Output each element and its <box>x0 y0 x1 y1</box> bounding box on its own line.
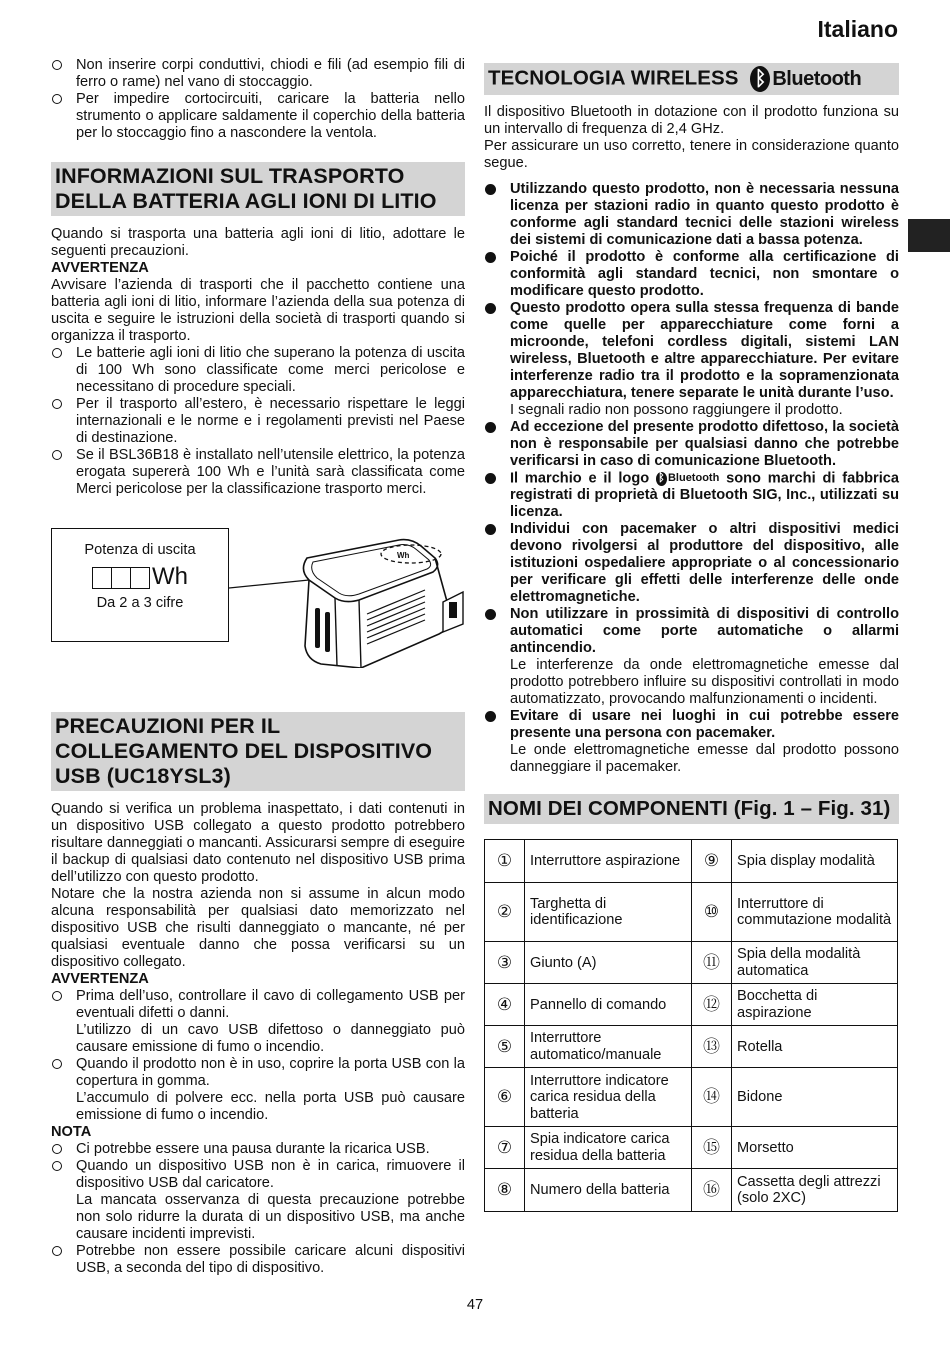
left-column <box>51 57 465 1277</box>
part-number: ⑨ <box>692 840 732 883</box>
part-name: Interruttore di commutazione modalità <box>732 883 898 942</box>
wireless-bullet-main: Poiché il prodotto è conforme alla certificazione di conformità agli standard tecnici, non smontare o modificare questo prodotto. <box>510 249 899 299</box>
wireless-intro-2: Per assicurare un uso corretto, tenere in considerazione quanto segue. <box>484 138 899 171</box>
page-number: 47 <box>466 1297 484 1313</box>
transport-bullet: Per il trasporto all’estero, è necessario rispettare le leggi internazionali e le norme e i regolamenti previsti nel Paese di destinazione. <box>51 396 465 447</box>
wireless-heading-text: TECNOLOGIA WIRELESS <box>488 66 739 90</box>
watt-hour-unit: Wh <box>152 563 188 590</box>
part-number: ⑦ <box>485 1127 525 1169</box>
transport-bullet: Le batterie agli ioni di litio che superano la potenza di uscita di 100 Wh sono classificate come merci pericolose e necessitano di procedure speciali. <box>51 345 465 396</box>
parts-row <box>485 1068 898 1127</box>
battery-wh-marking: Wh <box>397 551 410 560</box>
transport-warning-title: AVVERTENZA <box>51 260 149 276</box>
wireless-bullet-extra: Le onde elettromagnetiche emesse dal prodotto possono danneggiare il pacemaker. <box>510 742 899 776</box>
part-number: ① <box>485 840 525 883</box>
parts-row <box>485 1169 898 1212</box>
part-name: Spia della modalità automatica <box>732 942 898 984</box>
wireless-bullet-main: Ad eccezione del presente prodotto difettoso, la società non è responsabile per qualsiasi danno che potrebbe verificarsi in caso di comunicazione Bluetooth. <box>510 419 899 469</box>
usb-warning-extra: L’accumulo di polvere ecc. nella porta USB può causare emissione di fumo o incendio. <box>76 1090 465 1123</box>
part-name: Spia display modalità <box>732 840 898 883</box>
usb-warning-bullet <box>51 1056 465 1124</box>
part-number: ⑩ <box>692 883 732 942</box>
wireless-intro-1: Il dispositivo Bluetooth in dotazione con il prodotto funziona su un intervallo di frequenza di 2,4 GHz. <box>484 104 899 137</box>
wireless-bullet <box>484 521 899 606</box>
usb-warning-extra: L’utilizzo di un cavo USB difettoso o danneggiato può causare emissione di fumo o incendio. <box>76 1022 465 1055</box>
usb-note-extra: La mancata osservanza di questa precauzione potrebbe non solo ridurre la durata di un dispositivo USB, ma anche causare incidenti imprevisti. <box>76 1192 465 1242</box>
usb-paragraph-1: Quando si verifica un problema inaspettato, i dati contenuti in un dispositivo USB collegato a questo prodotto potrebbero risultare danneggiati o mancanti. Assicurarsi sempre di eseguire il backup di qualsiasi dato contenuto nel dispositivo USB prima dell’utilizzo con questo prodotto. <box>51 801 465 885</box>
usb-note-main: Potrebbe non essere possibile caricare alcuni dispositivi USB, a seconda del tipo di dispositivo. <box>76 1243 465 1276</box>
part-name: Interruttore indicatore carica residua della batteria <box>525 1068 692 1127</box>
usb-note-bullet <box>51 1158 465 1243</box>
part-name: Bidone <box>732 1068 898 1127</box>
bluetooth-icon: ᛒ <box>750 66 770 92</box>
part-number: ⑧ <box>485 1169 525 1212</box>
wireless-bullet-main: Utilizzando questo prodotto, non è necessaria nessuna licenza per stazioni radio in quanto questo prodotto è conforme agli standard tecnici delle stazioni wireless dei sistemi di comunicazione dati a bassa potenza. <box>510 181 899 248</box>
part-number: ⑥ <box>485 1068 525 1127</box>
bluetooth-icon: ᛒ <box>656 472 667 486</box>
usb-warning-main: Prima dell’uso, controllare il cavo di collegamento USB per eventuali difetti o danni. <box>76 988 465 1021</box>
part-number: ④ <box>485 984 525 1026</box>
usb-note-main: Quando un dispositivo USB non è in carica, rimuovere il dispositivo USB dal caricatore. <box>76 1158 465 1191</box>
usb-note-bullet <box>51 1243 465 1277</box>
bluetooth-inline-text: Bluetooth <box>667 472 720 484</box>
transport-bullet: Se il BSL36B18 è installato nell’utensile elettrico, la potenza erogata supererà 100 Wh e l’unità sarà classificata come Merci pericolose per la classificazione trasporto merci. <box>51 447 465 498</box>
wireless-bullet-main: Non utilizzare in prossimità di dispositivi di controllo automatici come porte automatiche o allarmi antincendio. <box>510 606 899 657</box>
transport-intro: Quando si trasporta una batteria agli ioni di litio, adottare le seguenti precauzioni. <box>51 226 465 259</box>
wireless-heading <box>484 63 899 95</box>
parts-row <box>485 883 898 942</box>
parts-row <box>485 1026 898 1068</box>
usb-note-bullet <box>51 1141 465 1158</box>
part-number: ⑫ <box>692 984 732 1026</box>
wireless-bullet-main: Evitare di usare nei luoghi in cui potrebbe essere presente una persona con pacemaker. <box>510 708 899 742</box>
part-number: ⑪ <box>692 942 732 984</box>
parts-table <box>484 839 898 1212</box>
part-number: ⑬ <box>692 1026 732 1068</box>
digit-box <box>111 567 131 589</box>
digit-box <box>130 567 150 589</box>
usb-warning-main: Quando il prodotto non è in uso, coprire la porta USB con la copertura in gomma. <box>76 1056 465 1089</box>
trademark-bullet <box>484 470 899 521</box>
bluetooth-inline-logo <box>656 470 719 487</box>
part-number: ⑤ <box>485 1026 525 1068</box>
parts-heading: NOMI DEI COMPONENTI (Fig. 1 – Fig. 31) <box>484 794 899 824</box>
usb-note-main: Ci potrebbe essere una pausa durante la ricarica USB. <box>76 1141 430 1157</box>
storage-bullet: Non inserire corpi conduttivi, chiodi e fili (ad esempio fili di ferro o rame) nel vano di stoccaggio. <box>51 57 465 91</box>
battery-figure <box>51 528 465 668</box>
bluetooth-logo-text: Bluetooth <box>772 68 862 90</box>
wireless-bullet-main: Individui con pacemaker o altri dispositivi medici devono rivolgersi al produttore del dispositivo, alle istituzioni ospedaliere appropriate o al concessionario per verificare gli effetti delle interferenze delle onde elettromagnetiche. <box>510 521 899 606</box>
storage-bullet: Per impedire cortocircuiti, caricare la batteria nello strumento o applicare saldamente il coperchio della batteria per lo stoccaggio fino a nascondere la ventola. <box>51 91 465 142</box>
part-name: Spia indicatore carica residua della batteria <box>525 1127 692 1169</box>
transport-heading: INFORMAZIONI SUL TRASPORTO DELLA BATTERIA AGLI IONI DI LITIO <box>51 162 465 216</box>
part-number: ② <box>485 883 525 942</box>
part-name: Rotella <box>732 1026 898 1068</box>
wireless-bullet-main: Questo prodotto opera sulla stessa frequenza di bande come quelle per apparecchiature come forni a microonde, telefoni cordless digitali, sistemi LAN wireless, Bluetooth e altre apparecchiature. Per evitare interferenze radio tra il prodotto e la sopramenzionata apparecchiatura, tenere separate le unità durante l’uso. <box>510 300 899 401</box>
part-name: Giunto (A) <box>525 942 692 984</box>
part-name: Interruttore aspirazione <box>525 840 692 883</box>
part-name: Bocchetta di aspirazione <box>732 984 898 1026</box>
part-name: Interruttore automatico/manuale <box>525 1026 692 1068</box>
section-tab-marker <box>908 219 950 252</box>
parts-row <box>485 840 898 883</box>
usb-warning-bullet <box>51 988 465 1056</box>
digits-note: Da 2 a 3 cifre <box>96 595 184 611</box>
part-name: Morsetto <box>732 1127 898 1169</box>
part-name: Cassetta degli attrezzi (solo 2XC) <box>732 1169 898 1212</box>
parts-row <box>485 942 898 984</box>
usb-warning-title: AVVERTENZA <box>51 971 149 987</box>
output-power-label: Potenza di uscita <box>84 542 196 558</box>
parts-row <box>485 1127 898 1169</box>
trademark-text-before: Il marchio e il logo <box>510 470 650 487</box>
language-label: Italiano <box>817 16 898 42</box>
digit-box <box>92 567 112 589</box>
wireless-bullet <box>484 249 899 300</box>
wireless-bullet <box>484 300 899 419</box>
wireless-bullet <box>484 708 899 776</box>
trademark-text-after: sono marchi di fabbrica registrati di proprietà di Bluetooth SIG, Inc., utilizzati su licenza. <box>510 470 899 521</box>
part-number: ⑭ <box>692 1068 732 1127</box>
wireless-bullet-extra: Le interferenze da onde elettromagnetiche emesse dal prodotto potrebbero influire su dispositivi controllati in modo automatizzato, provocando malfunzionamenti o incidenti. <box>510 657 899 708</box>
usb-heading: PRECAUZIONI PER IL COLLEGAMENTO DEL DISPOSITIVO USB (UC18YSL3) <box>51 712 465 791</box>
part-name: Numero della batteria <box>525 1169 692 1212</box>
part-number: ⑮ <box>692 1127 732 1169</box>
wireless-bullet <box>484 419 899 470</box>
right-column <box>484 63 899 1212</box>
output-power-label-box <box>51 528 229 642</box>
part-name: Pannello di comando <box>525 984 692 1026</box>
bluetooth-logo <box>750 66 861 92</box>
parts-row <box>485 984 898 1026</box>
battery-illustration <box>229 528 465 668</box>
part-name: Targhetta di identificazione <box>525 883 692 942</box>
usb-paragraph-2: Notare che la nostra azienda non si assume in alcun modo alcuna responsabilità per qualsiasi dato memorizzato nel dispositivo USB che risulti danneggiato o mancante, né per qualsiasi eventuale danno che possa verificarsi su un dispositivo collegato. <box>51 886 465 970</box>
wireless-bullet <box>484 606 899 708</box>
part-number: ③ <box>485 942 525 984</box>
wireless-bullet <box>484 181 899 249</box>
part-number: ⑯ <box>692 1169 732 1212</box>
watt-hour-digits <box>52 565 228 589</box>
usb-note-title: NOTA <box>51 1124 92 1140</box>
transport-warning-text: Avvisare l’azienda di trasporti che il pacchetto contiene una batteria agli ioni di litio, informare l’azienda della sua potenza di uscita e seguire le istruzioni della società di trasporti quando si organizza il trasporto. <box>51 277 465 344</box>
wireless-bullet-extra: I segnali radio non possono raggiungere il prodotto. <box>510 402 843 418</box>
